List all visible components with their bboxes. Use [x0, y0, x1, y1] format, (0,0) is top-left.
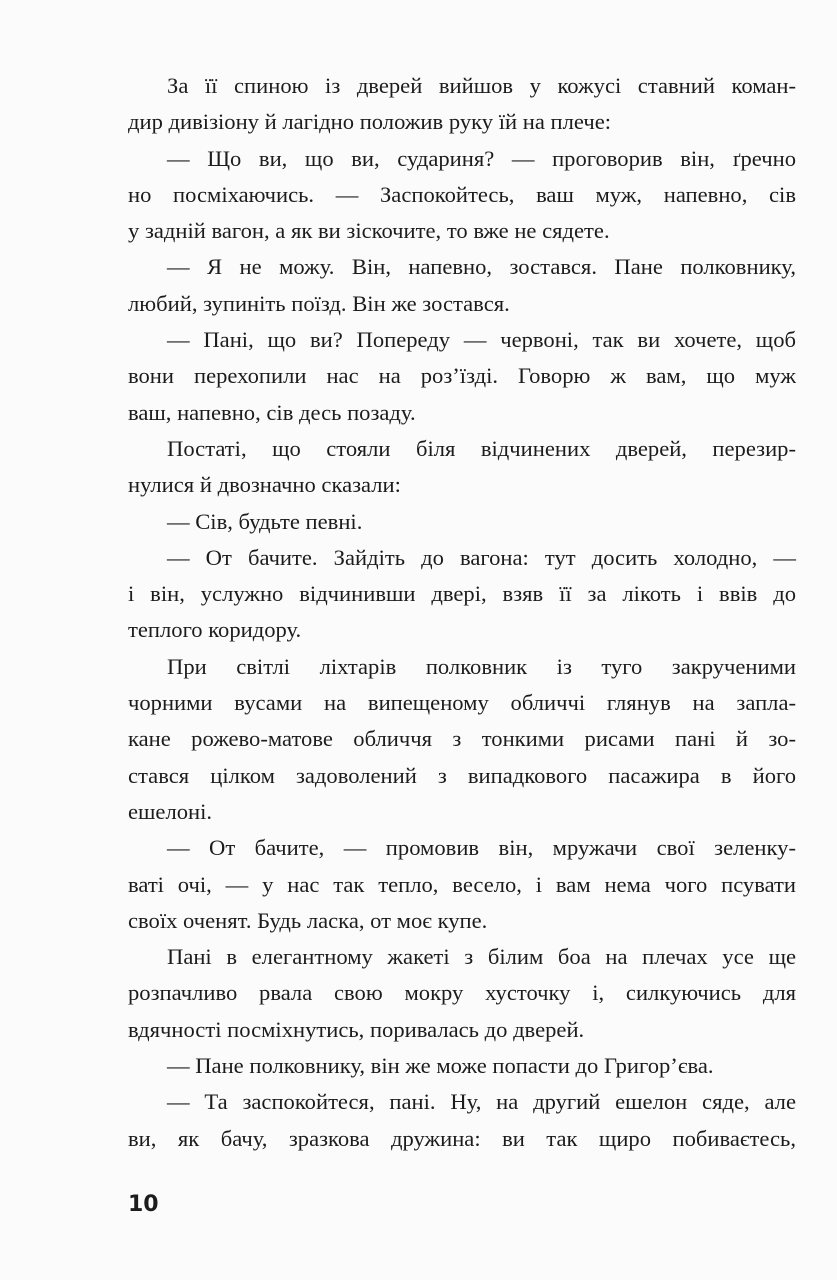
- text-line: вони перехопили нас на роз’їзді. Говорю ж вам, що муж: [128, 363, 796, 389]
- text-line: — Пані, що ви? Попереду — червоні, так ви хочете, щоб: [167, 327, 796, 353]
- text-line: ваш, напевно, сів десь позаду.: [128, 399, 416, 425]
- text-line: розпачливо рвала свою мокру хусточку і, силкуючись для: [128, 980, 796, 1006]
- text-line: — Сів, будьте певні.: [167, 508, 363, 534]
- page-body-text: [128, 68, 796, 1157]
- text-line: ваті очі, — у нас так тепло, весело, і вам нема чого псувати: [128, 871, 796, 897]
- text-line: чорними вусами на випещеному обличчі глянув на запла-: [128, 690, 796, 716]
- text-line: — От бачите, — промовив він, мружачи свої зеленку-: [167, 835, 796, 861]
- text-line: кане рожево-матове обличчя з тонкими рисами пані й зо-: [128, 726, 796, 752]
- text-line: любий, зупиніть поїзд. Він же зостався.: [128, 290, 510, 316]
- text-line: вдячності посміхнутись, поривалась до дверей.: [128, 1016, 585, 1042]
- text-line: — От бачите. Зайдіть до вагона: тут досить холодно, —: [167, 544, 796, 570]
- text-line: Пані в елегантному жакеті з білим боа на плечах усе ще: [167, 944, 796, 970]
- text-line: — Що ви, що ви, судариня? — проговорив він, ґречно: [167, 145, 796, 171]
- text-line: — Та заспокойтеся, пані. Ну, на другий ешелон сяде, але: [167, 1089, 796, 1115]
- text-line: При світлі ліхтарів полковник із туго закрученими: [167, 653, 796, 679]
- text-line: ешелоні.: [128, 798, 213, 824]
- text-line: — Я не можу. Він, напевно, зостався. Пане полковнику,: [167, 254, 796, 280]
- text-line: ви, як бачу, зразкова дружина: ви так щиро побиваєтесь,: [128, 1125, 796, 1151]
- text-line: у задній вагон, а як ви зіскочите, то вже не сядете.: [128, 218, 610, 244]
- text-line: нулися й двозначно сказали:: [128, 472, 401, 498]
- text-line: своїх оченят. Будь ласка, от моє купе.: [128, 907, 488, 933]
- text-line: теплого коридору.: [128, 617, 302, 643]
- text-line: дир дивізіону й лагідно положив руку їй на плече:: [128, 109, 612, 135]
- text-line: і він, услужно відчинивши двері, взяв її за лікоть і ввів до: [128, 581, 796, 607]
- text-line: стався цілком задоволений з випадкового пасажира в його: [128, 762, 796, 788]
- text-line: За її спиною із дверей вийшов у кожусі ставний коман-: [167, 73, 796, 98]
- text-line: но посміхаючись. — Заспокойтесь, ваш муж, напевно, сів: [128, 181, 796, 207]
- text-line: — Пане полковнику, він же може попасти до Григор’єва.: [167, 1053, 714, 1079]
- text-line: Постаті, що стояли біля відчинених дверей, перезир-: [167, 435, 796, 461]
- page-number: 10: [128, 1192, 159, 1217]
